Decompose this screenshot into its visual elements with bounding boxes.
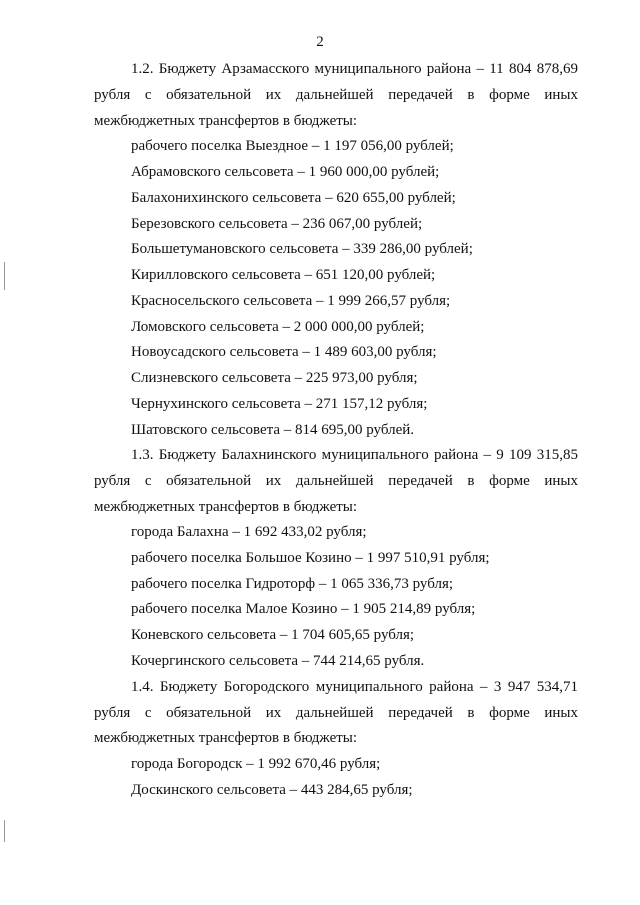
list-item: рабочего поселка Гидроторф – 1 065 336,73 рубля; <box>131 576 454 592</box>
section-1-3-heading-line-1: 1.3. Бюджету Балахнинского муниципального района – 9 109 315,85 <box>131 447 578 463</box>
list-item: Кочергинского сельсовета – 744 214,65 рубля. <box>131 653 425 669</box>
list-item: Абрамовского сельсовета – 1 960 000,00 рублей; <box>131 164 440 180</box>
list-item: города Богородск – 1 992 670,46 рубля; <box>131 756 381 772</box>
section-1-2-heading-line-2: рубля с обязательной их дальнейшей передачей в форме иных <box>94 87 578 103</box>
section-1-4-heading-line-3: межбюджетных трансфертов в бюджеты: <box>94 730 358 746</box>
section-1-3-heading-line-3: межбюджетных трансфертов в бюджеты: <box>94 499 358 515</box>
list-item: Шатовского сельсовета – 814 695,00 рублей. <box>131 422 415 438</box>
section-1-2-heading-line-1: 1.2. Бюджету Арзамасского муниципального района – 11 804 878,69 <box>131 61 578 77</box>
section-1-4-heading-line-1: 1.4. Бюджету Богородского муниципального района – 3 947 534,71 <box>131 679 578 695</box>
list-item: Доскинского сельсовета – 443 284,65 рубля; <box>131 782 413 798</box>
list-item: Чернухинского сельсовета – 271 157,12 рубля; <box>131 396 428 412</box>
list-item: Красносельского сельсовета – 1 999 266,57 рубля; <box>131 293 451 309</box>
list-item: Балахонихинского сельсовета – 620 655,00 рублей; <box>131 190 456 206</box>
list-item: рабочего поселка Выездное – 1 197 056,00 рублей; <box>131 138 454 154</box>
scan-edge-mark <box>4 262 5 290</box>
section-1-3-heading-line-2: рубля с обязательной их дальнейшей передачей в форме иных <box>94 473 578 489</box>
list-item: Кирилловского сельсовета – 651 120,00 рублей; <box>131 267 436 283</box>
list-item: города Балахна – 1 692 433,02 рубля; <box>131 524 367 540</box>
list-item: Слизневского сельсовета – 225 973,00 рубля; <box>131 370 418 386</box>
page-number: 2 <box>316 34 324 50</box>
list-item: рабочего поселка Большое Козино – 1 997 510,91 рубля; <box>131 550 490 566</box>
list-item: Большетумановского сельсовета – 339 286,00 рублей; <box>131 241 473 257</box>
list-item: Коневского сельсовета – 1 704 605,65 рубля; <box>131 627 415 643</box>
list-item: Новоусадского сельсовета – 1 489 603,00 рубля; <box>131 344 437 360</box>
scan-edge-mark <box>4 820 5 842</box>
list-item: Ломовского сельсовета – 2 000 000,00 рублей; <box>131 319 425 335</box>
list-item: Березовского сельсовета – 236 067,00 рублей; <box>131 216 423 232</box>
section-1-4-heading-line-2: рубля с обязательной их дальнейшей передачей в форме иных <box>94 705 578 721</box>
list-item: рабочего поселка Малое Козино – 1 905 214,89 рубля; <box>131 601 476 617</box>
section-1-2-heading-line-3: межбюджетных трансфертов в бюджеты: <box>94 113 358 129</box>
